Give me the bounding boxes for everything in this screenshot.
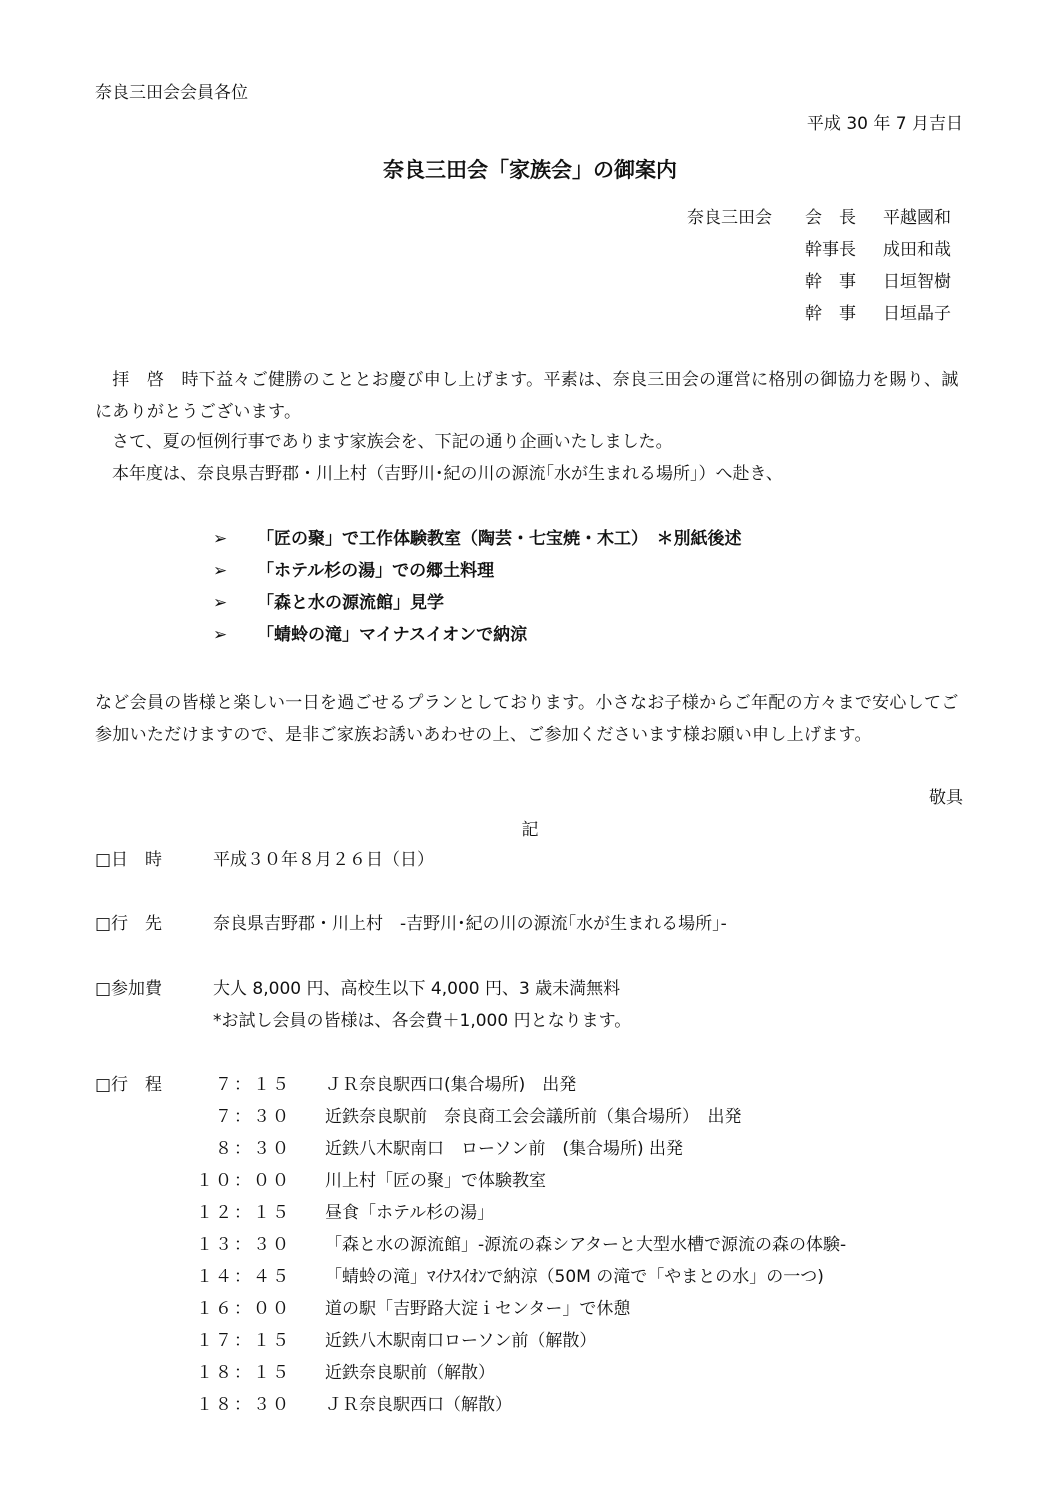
sign-off: 敬具 — [929, 788, 963, 808]
organizer-org — [687, 274, 805, 291]
organizer-role: 幹 事 — [805, 304, 856, 324]
organizer-org — [687, 242, 805, 259]
schedule-row — [195, 1173, 546, 1190]
organizer-org — [687, 306, 805, 323]
schedule-time: １３：３０ — [196, 1235, 291, 1255]
schedule-row — [195, 1365, 495, 1382]
highlight-item — [213, 563, 494, 580]
schedule-time: １７：１５ — [196, 1331, 291, 1351]
destination-value: 奈良県吉野郡・川上村 -吉野川･紀の川の源流｢水が生まれる場所｣- — [213, 914, 727, 934]
schedule-desc: 「蜻蛉の滝」ﾏｲﾅｽｲｵﾝで納涼（50M の滝で「やまとの水」の一つ) — [325, 1267, 824, 1287]
datetime-label: □日 時 — [95, 850, 163, 870]
schedule-desc: 昼食「ホテル杉の湯」 — [325, 1203, 495, 1223]
arrow-bullet-icon: ➢ — [213, 529, 228, 549]
intro-line-3: 本年度は、奈良県吉野郡・川上村（吉野川･紀の川の源流｢水が生まれる場所｣）へ赴き、 — [95, 464, 783, 484]
highlight-text: 「森と水の源流館」見学 — [257, 593, 444, 613]
schedule-time: １８：１５ — [196, 1363, 291, 1383]
organizer-org: 奈良三田会 — [687, 208, 772, 228]
schedule-row — [195, 1269, 824, 1286]
arrow-bullet-icon: ➢ — [213, 625, 228, 645]
destination-label: □行 先 — [95, 914, 163, 934]
schedule-desc: 近鉄奈良駅前 奈良商工会会議所前（集合場所） 出発 — [325, 1107, 742, 1127]
schedule-desc: 「森と水の源流館」-源流の森シアターと大型水槽で源流の森の体験- — [325, 1235, 847, 1255]
schedule-time: １８：３０ — [196, 1395, 291, 1415]
intro-line-2: さて、夏の恒例行事であります家族会を、下記の通り企画いたしました。 — [95, 432, 673, 452]
organizer-name: 平越國和 — [883, 208, 951, 228]
schedule-desc: 近鉄八木駅南口ローソン前（解散） — [325, 1331, 597, 1351]
schedule-row — [195, 1077, 576, 1094]
schedule-row — [195, 1301, 630, 1318]
schedule-row — [195, 1141, 683, 1158]
schedule-time: ８：３０ — [215, 1139, 291, 1159]
fee-label: □参加費 — [95, 979, 163, 999]
arrow-bullet-icon: ➢ — [213, 593, 228, 613]
organizer-name: 成田和哉 — [883, 240, 951, 260]
fee-value: 大人 8,000 円、高校生以下 4,000 円、3 歳未満無料 — [213, 979, 621, 999]
intro-paragraph: 拝 啓 時下益々ご健勝のこととお慶び申し上げます。平素は、奈良三田会の運営に格別の御協力を賜り、誠にありがとうございます。 — [95, 370, 959, 422]
schedule-desc: 近鉄八木駅南口 ローソン前 (集合場所) 出発 — [325, 1139, 683, 1159]
schedule-row — [195, 1109, 742, 1126]
schedule-label: □行 程 — [95, 1075, 163, 1095]
highlight-text: 「匠の聚」で工作体験教室（陶芸・七宝焼・木工） ＊別紙後述 — [257, 529, 742, 549]
schedule-time: １６：００ — [196, 1299, 291, 1319]
schedule-time: １２：１５ — [196, 1203, 291, 1223]
schedule-row — [195, 1237, 846, 1254]
schedule-desc: ＪＲ奈良駅西口(集合場所) 出発 — [325, 1075, 577, 1095]
page-title: 奈良三田会「家族会」の御案内 — [383, 158, 677, 182]
closing-paragraph: など会員の皆様と楽しい一日を過ごせるプランとしております。小さなお子様からご年配の方々まで安心してご参加いただけますので、是非ご家族お誘いあわせの上、ご参加くださいます様お願い申し上げます。 — [95, 693, 959, 745]
highlight-item — [213, 531, 742, 548]
issue-date: 平成 30 年 7 月吉日 — [806, 114, 963, 134]
addressee: 奈良三田会会員各位 — [95, 83, 248, 103]
organizer-row — [687, 274, 963, 291]
organizer-role: 幹 事 — [805, 272, 856, 292]
schedule-desc: 川上村「匠の聚」で体験教室 — [325, 1171, 546, 1191]
organizer-row — [687, 210, 963, 227]
highlight-text: 「蜻蛉の滝」マイナスイオンで納涼 — [257, 625, 528, 645]
organizer-row — [687, 242, 963, 259]
schedule-time: １０：００ — [196, 1171, 291, 1191]
schedule-desc: 近鉄奈良駅前（解散） — [325, 1363, 495, 1383]
highlight-text: 「ホテル杉の湯」での郷土料理 — [257, 561, 495, 581]
schedule-row — [195, 1333, 596, 1350]
organizer-role: 幹事長 — [805, 240, 856, 260]
ki-heading: 記 — [521, 820, 539, 840]
organizer-name: 日垣晶子 — [883, 304, 951, 324]
schedule-desc: ＪＲ奈良駅西口（解散） — [325, 1395, 512, 1415]
fee-note: *お試し会員の皆様は、各会費＋1,000 円となります。 — [213, 1011, 632, 1031]
organizer-name: 日垣智樹 — [883, 272, 951, 292]
highlight-item — [213, 595, 444, 612]
schedule-time: ７：１５ — [215, 1075, 291, 1095]
schedule-row — [195, 1205, 494, 1222]
organizer-role: 会 長 — [805, 208, 856, 228]
schedule-row — [195, 1397, 512, 1414]
arrow-bullet-icon: ➢ — [213, 561, 228, 581]
highlight-item — [213, 627, 527, 644]
schedule-time: ７：３０ — [215, 1107, 291, 1127]
datetime-value: 平成３０年８月２６日（日） — [213, 850, 434, 870]
organizer-row — [687, 306, 963, 323]
schedule-desc: 道の駅「吉野路大淀ｉセンター」で休憩 — [325, 1299, 631, 1319]
schedule-time: １４：４５ — [196, 1267, 291, 1287]
